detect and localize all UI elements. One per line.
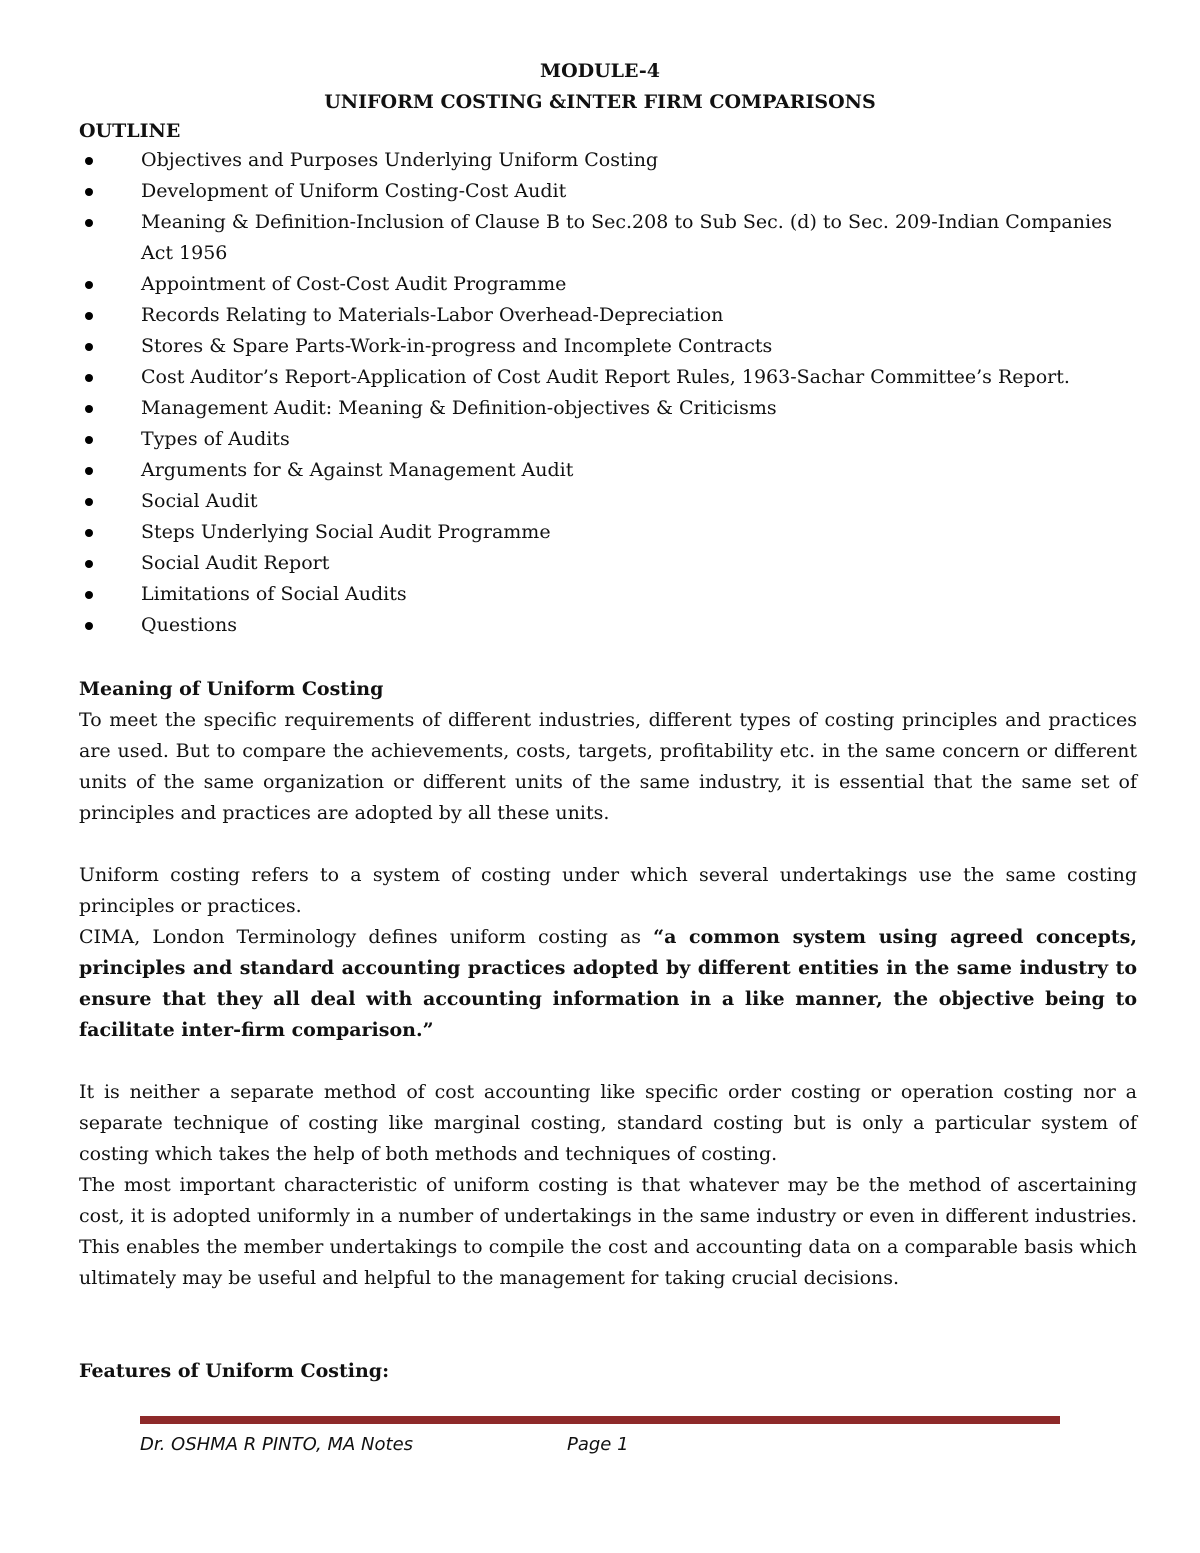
bullet-icon [85, 591, 93, 599]
list-item: Social Audit Report [79, 548, 1139, 579]
paragraph-3 [79, 922, 1137, 1046]
bullet-icon [85, 188, 93, 196]
list-item: Objectives and Purposes Underlying Uniform Costing [79, 145, 1139, 176]
list-item: Stores & Spare Parts-Work-in-progress and Incomplete Contracts [79, 331, 1139, 362]
section-heading-meaning: Meaning of Uniform Costing [79, 678, 384, 700]
paragraph-3-lead: CIMA, London Terminology defines uniform costing as [79, 926, 654, 948]
bullet-icon [85, 312, 93, 320]
list-item: Questions [79, 610, 1139, 641]
bullet-icon [85, 560, 93, 568]
list-item: Management Audit: Meaning & Definition-objectives & Criticisms [79, 393, 1139, 424]
paragraph-spacer [79, 829, 1137, 860]
bullet-icon [85, 157, 93, 165]
bullet-icon [85, 436, 93, 444]
paragraph-2: Uniform costing refers to a system of costing under which several undertakings use the same costing principles or practices. [79, 864, 1137, 917]
footer-page-number: Page 1 [567, 1434, 629, 1455]
bullet-icon [85, 219, 93, 227]
list-item: Cost Auditor’s Report-Application of Cost Audit Report Rules, 1963-Sachar Committee’s Report. [79, 362, 1139, 393]
bullet-icon [85, 498, 93, 506]
list-item: Records Relating to Materials-Labor Overhead-Depreciation [79, 300, 1139, 331]
paragraph-5: The most important characteristic of uniform costing is that whatever may be the method of ascertaining cost, it is adopted uniformly in a number of undertakings in the same industry or even in different industries. This enables the member undertakings to compile the cost and accounting data on a comparable basis which ultimately may be useful and helpful to the management for taking crucial decisions. [79, 1174, 1137, 1289]
bullet-icon [85, 343, 93, 351]
footer-author: Dr. OSHMA R PINTO, MA Notes [140, 1434, 414, 1455]
list-item: Social Audit [79, 486, 1139, 517]
document-title: UNIFORM COSTING &INTER FIRM COMPARISONS [324, 91, 876, 113]
list-item: Arguments for & Against Management Audit [79, 455, 1139, 486]
module-label: MODULE-4 [540, 60, 660, 82]
bullet-icon [85, 405, 93, 413]
bullet-icon [85, 622, 93, 630]
document-header [0, 56, 1200, 118]
outline-list [79, 145, 1139, 641]
bullet-icon [85, 529, 93, 537]
bullet-icon [85, 281, 93, 289]
outline-title: OUTLINE [79, 120, 181, 142]
section-heading-features: Features of Uniform Costing: [79, 1360, 390, 1382]
footer-rule [140, 1416, 1060, 1424]
paragraph-4: It is neither a separate method of cost accounting like specific order costing or operation costing nor a separate technique of costing like marginal costing, standard costing but is only a particular system of costing which takes the help of both methods and techniques of costing. [79, 1081, 1137, 1165]
list-item: Limitations of Social Audits [79, 579, 1139, 610]
list-item: Meaning & Definition-Inclusion of Clause B to Sec.208 to Sub Sec. (d) to Sec. 209-Indian Companies Act 1956 [79, 207, 1139, 269]
paragraph-spacer [79, 1294, 1137, 1356]
document-body [79, 674, 1137, 1387]
list-item: Development of Uniform Costing-Cost Audit [79, 176, 1139, 207]
list-item: Steps Underlying Social Audit Programme [79, 517, 1139, 548]
list-item: Appointment of Cost-Cost Audit Programme [79, 269, 1139, 300]
bullet-icon [85, 467, 93, 475]
cima-definition-quote: “a common system using agreed concepts, principles and standard accounting practices adopted by different entities in the same industry to ensure that they all deal with accounting information in a like manner, the objective being to facilitate inter-firm comparison.” [79, 926, 1137, 1041]
paragraph-1: To meet the specific requirements of different industries, different types of costing principles and practices are used. But to compare the achievements, costs, targets, profitability etc. in the same concern or different units of the same organization or different units of the same industry, it is essential that the same set of principles and practices are adopted by all these units. [79, 709, 1137, 824]
bullet-icon [85, 374, 93, 382]
list-item: Types of Audits [79, 424, 1139, 455]
paragraph-spacer [79, 1046, 1137, 1077]
